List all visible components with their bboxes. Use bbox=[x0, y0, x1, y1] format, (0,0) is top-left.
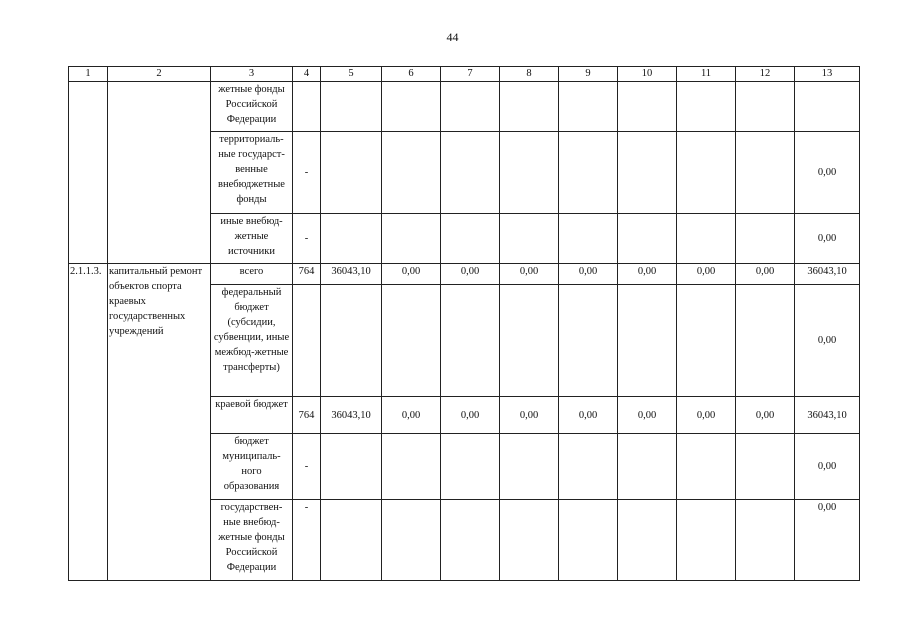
code-cell: - bbox=[293, 500, 321, 581]
empty-name-cell bbox=[108, 82, 211, 264]
value-cell: 0,00 bbox=[559, 264, 618, 285]
table-row bbox=[69, 82, 860, 132]
value-cell: 0,00 bbox=[795, 285, 860, 397]
value-cell: 0,00 bbox=[441, 397, 500, 434]
page-number: 44 bbox=[446, 30, 459, 44]
header-cell: 8 bbox=[500, 67, 559, 82]
source-cell: федеральный бюджет (субсидии, субвенции, иные межбюд-жетные трансферты) bbox=[211, 285, 293, 397]
header-cell: 7 bbox=[441, 67, 500, 82]
header-cell: 9 bbox=[559, 67, 618, 82]
empty-code-cell bbox=[69, 82, 108, 264]
value-cell: 0,00 bbox=[618, 397, 677, 434]
value-cell: 0,00 bbox=[795, 132, 860, 214]
code-cell: 764 bbox=[293, 397, 321, 434]
source-cell: государствен-ные внебюд-жетные фонды Российской Федерации bbox=[211, 500, 293, 581]
value-cell bbox=[795, 82, 860, 132]
value-cell: 0,00 bbox=[677, 397, 736, 434]
source-cell: жетные фонды Российской Федерации bbox=[211, 82, 293, 132]
header-row bbox=[69, 67, 860, 82]
value-cell: 0,00 bbox=[795, 500, 860, 581]
value-cell: 0,00 bbox=[559, 397, 618, 434]
header-cell: 13 bbox=[795, 67, 860, 82]
code-cell: - bbox=[293, 214, 321, 264]
value-cell: 36043,10 bbox=[321, 397, 382, 434]
value-cell: 36043,10 bbox=[321, 264, 382, 285]
value-cell: 0,00 bbox=[500, 264, 559, 285]
header-cell: 6 bbox=[382, 67, 441, 82]
header-cell: 12 bbox=[736, 67, 795, 82]
value-cell: 36043,10 bbox=[795, 397, 860, 434]
value-cell: 0,00 bbox=[677, 264, 736, 285]
source-cell: бюджет муниципаль-ного образования bbox=[211, 434, 293, 500]
header-cell: 5 bbox=[321, 67, 382, 82]
value-cell: 0,00 bbox=[795, 434, 860, 500]
item-name: капитальный ремонт объектов спорта краевых государственных учреждений bbox=[108, 264, 211, 581]
value-cell: 0,00 bbox=[382, 397, 441, 434]
value-cell: 0,00 bbox=[736, 264, 795, 285]
value-cell: 0,00 bbox=[382, 264, 441, 285]
header-cell: 3 bbox=[211, 67, 293, 82]
item-code: 2.1.1.3. bbox=[69, 264, 108, 581]
code-cell: 764 bbox=[293, 264, 321, 285]
value-cell: 0,00 bbox=[441, 264, 500, 285]
value-cell: 0,00 bbox=[500, 397, 559, 434]
budget-table bbox=[68, 66, 860, 581]
header-cell: 4 bbox=[293, 67, 321, 82]
value-cell: 0,00 bbox=[618, 264, 677, 285]
header-cell: 1 bbox=[69, 67, 108, 82]
code-cell bbox=[293, 82, 321, 132]
source-cell: иные внебюд-жетные источники bbox=[211, 214, 293, 264]
table-row bbox=[69, 264, 860, 285]
source-cell: всего bbox=[211, 264, 293, 285]
code-cell bbox=[293, 285, 321, 397]
code-cell: - bbox=[293, 132, 321, 214]
value-cell: 36043,10 bbox=[795, 264, 860, 285]
value-cell: 0,00 bbox=[795, 214, 860, 264]
header-cell: 10 bbox=[618, 67, 677, 82]
header-cell: 11 bbox=[677, 67, 736, 82]
header-cell: 2 bbox=[108, 67, 211, 82]
value-cell: 0,00 bbox=[736, 397, 795, 434]
source-cell: краевой бюджет bbox=[211, 397, 293, 434]
code-cell: - bbox=[293, 434, 321, 500]
source-cell: территориаль-ные государст-венные внебюджетные фонды bbox=[211, 132, 293, 214]
